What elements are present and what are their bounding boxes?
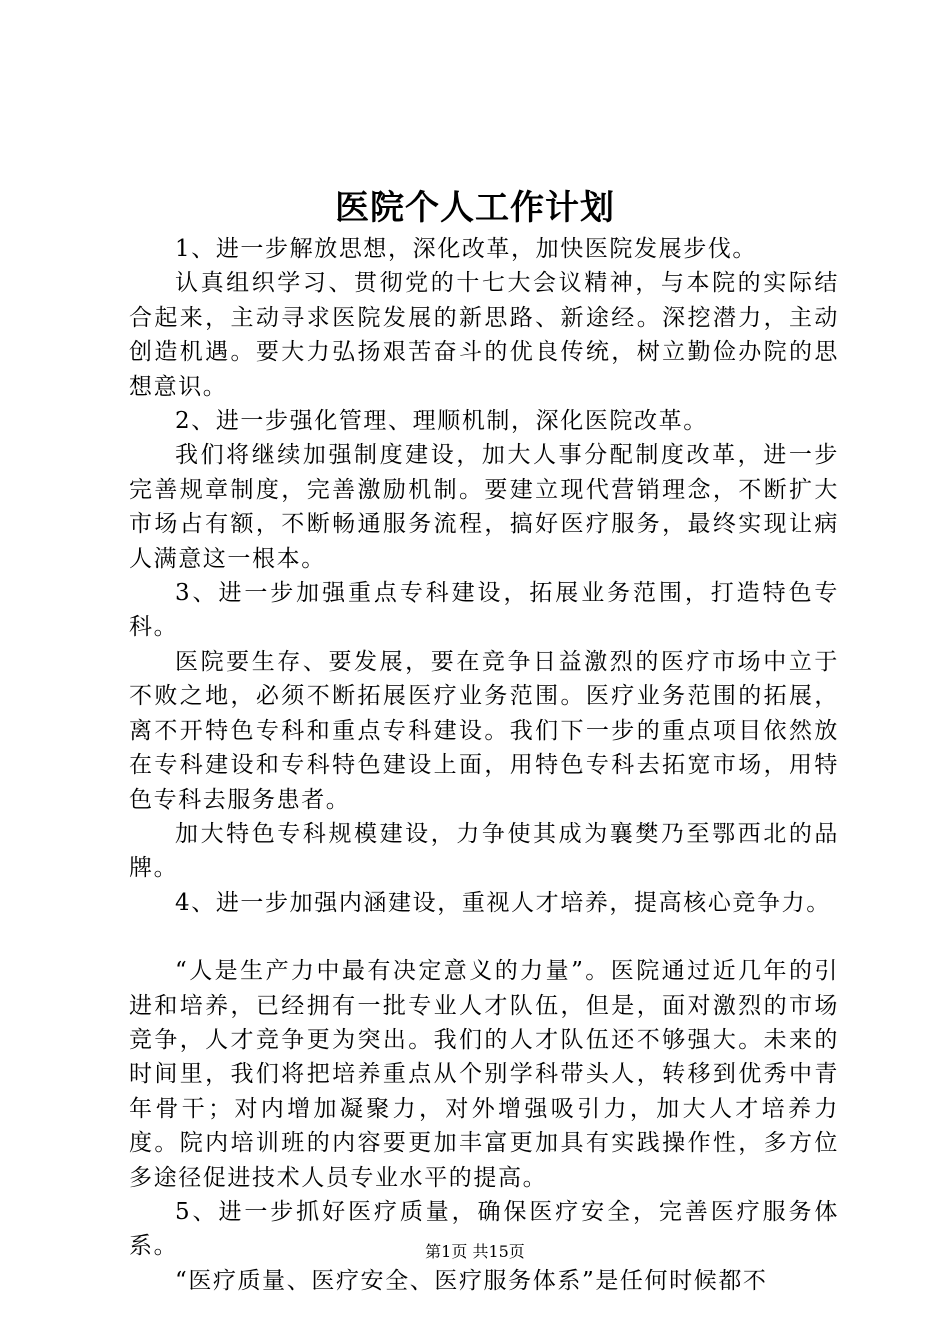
document-body xyxy=(129,232,839,1298)
paragraph: 加大特色专科规模建设，力争使其成为襄樊乃至鄂西北的品牌。 xyxy=(129,820,839,882)
paragraph-heading-3: 3、进一步加强重点专科建设，拓展业务范围，打造特色专科。 xyxy=(129,580,839,641)
paragraph-heading-5: 5、进一步抓好医疗质量，确保医疗安全，完善医疗服务体系。 xyxy=(129,1198,839,1260)
paragraph-heading-1: 1、进一步解放思想，深化改革，加快医院发展步伐。 xyxy=(175,236,758,262)
document-title: 医院个人工作计划 xyxy=(335,188,615,228)
paragraph-heading-4: 4、进一步加强内涵建设，重视人才培养，提高核心竞争力。 xyxy=(175,889,831,916)
page-footer: 第1页 共15页 xyxy=(425,1242,525,1261)
paragraph: “医疗质量、医疗安全、医疗服务体系”是任何时候都不 xyxy=(175,1267,768,1294)
paragraph: “人是生产力中最有决定意义的力量”。医院通过近几年的引进和培养，已经拥有一批专业人才队伍，但是，面对激烈的市场竞争，人才竞争更为突出。我们的人才队伍还不够强大。未来的时间里，我们将把培养重点从个别学科带头人，转移到优秀中青年骨干；对内增加凝聚力，对外增强吸引力，加大人才培养力度。院内培训班的内容要更加丰富更加具有实践操作性，多方位多途径促进技术人员专业水平的提高。 xyxy=(129,958,839,1191)
paragraph: 我们将继续加强制度建设，加大人事分配制度改革，进一步完善规章制度，完善激励机制。要建立现代营销理念，不断扩大市场占有额，不断畅通服务流程，搞好医疗服务，最终实现让病人满意这一根本。 xyxy=(129,442,839,572)
paragraph: 认真组织学习、贯彻党的十七大会议精神，与本院的实际结合起来，主动寻求医院发展的新思路、新途经。深挖潜力，主动创造机遇。要大力弘扬艰苦奋斗的优良传统，树立勤俭办院的思想意识。 xyxy=(129,270,839,400)
paragraph-heading-2: 2、进一步强化管理、理顺机制，深化医院改革。 xyxy=(175,408,708,435)
paragraph: 医院要生存、要发展，要在竞争日益激烈的医疗市场中立于不败之地，必须不断拓展医疗业务范围。医疗业务范围的拓展，离不开特色专科和重点专科建设。我们下一步的重点项目依然放在专科建设和专科特色建设上面，用特色专科去拓宽市场，用特色专科去服务患者。 xyxy=(129,648,839,813)
